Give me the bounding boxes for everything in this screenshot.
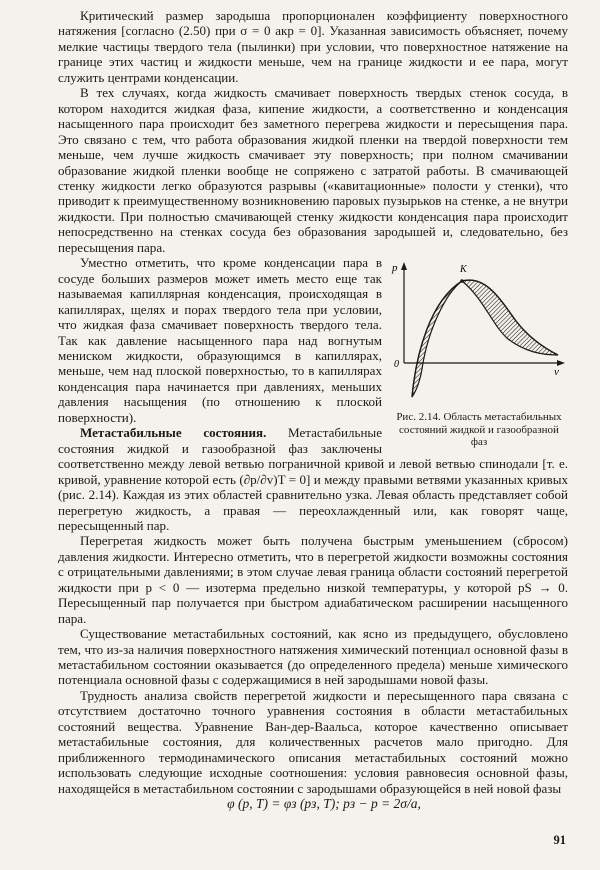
paragraph-difficulty: Трудность анализа свойств перегретой жидкости и пересыщенного пара связана с отсутствием достаточно точного уравнения состояния в области метастабильных состояний вещества. Уравнение Ван-дер-Ваальса, которое качественно описывает метастабильные состояния, для количественных расчетов мало пригодно. Для приближенного термодинамического описания метастабильных состояний можно использовать следующие исходные соотношения: условия равновесия основной фазы, находящейся в метастабильном состоянии с зародышами образующейся в ней новой фазы	[58, 687, 568, 796]
paragraph-capillary: Уместно отметить, что кроме конденсации пара в сосуде больших размеров может иметь место еще так называемая капиллярная конденсация, происходящая в капиллярах, щелях и порах твердого тела при условии, что жидкая фаза смачивает поверхность твердого тела. Так как давление насыщенного пара над вогнутым мениском жидкости, образующимся в капиллярах, меньше, чем над плоской поверхностью, то в капиллярах конденсация пара начинается при давлениях, меньших давления насыщения (по отношению к плоской поверхности).	[58, 255, 382, 425]
paragraph-wetting: В тех случаях, когда жидкость смачивает поверхность твердых стенок сосуда, в котором находится жидкая фаза, кипение жидкости, а соответственно и конденсация насыщенного пара происходит без заметного перегрева жидкости и пересыщения пара. Это связано с тем, что работа образования жидкой пленки на твердой поверхности тем меньше, чем лучше жидкость смачивает эту поверхность; при полном смачивании образование жидкой пленки вообще не сопряжено с затратой работы. В смачивающей стенку жидкости легко образуются разрывы («кавитационные» полости у стенки), что приводит к преимущественному возникновению паровых пузырьков на стенке, а не внутри жидкости. При полностью смачивающей стенку жидкости конденсация пара происходит непосредственно на стенках сосуда без образования зародышей и, следовательно, без пересыщения пара.	[58, 85, 568, 255]
equilibrium-formula: φ (p, T) = φз (pз, T); pз − p = 2σ/a,	[227, 796, 421, 812]
text-block-top	[58, 8, 568, 255]
page-body	[58, 8, 568, 812]
origin-label: 0	[394, 359, 399, 371]
paragraph-superheated: Перегретая жидкость может быть получена быстрым уменьшением (сбросом) давления жидкости. Интересно отметить, что в перегретой жидкости возможны состояния с отрицательными давлениями; в этом случае левая граница области состояний перегретой жидкости при p < 0 — изотерма предельно низкой температуры, у которой pS → 0. Пересыщенный пар получается при быстром адиабатическом расширении насыщенного пара.	[58, 533, 568, 626]
left-metastable-region	[412, 281, 462, 397]
metastable-heading: Метастабильные состояния.	[80, 425, 267, 441]
point-k-label: K	[460, 264, 467, 276]
page-number: 91	[553, 833, 566, 847]
figure-caption: Рис. 2.14. Область метастабильных состояний жидкой и газообразной фаз	[396, 411, 562, 449]
p-axis-arrow	[401, 262, 407, 270]
right-metastable-region	[462, 280, 558, 355]
paragraph-critical-size: Критический размер зародыша пропорционален коэффициенту поверхностного натяжения [согласно (2.50) при σ = 0 aкр = 0]. Указанная зависимость объясняет, почему мелкие частицы твердого тела (пылинки) при условии, что поверхностное натяжение на границе этих частиц и жидкости меньше, чем на границе жидкости и ее пара, могут служить центрами конденсации.	[58, 8, 568, 85]
paragraph-existence: Существование метастабильных состояний, как ясно из предыдущего, обусловлено тем, что из-за наличия поверхностного натяжения химический потенциал основной фазы в метастабильном состоянии оказывается (до определенного предела) меньше химического потенциала основной фазы с содержащимися в ней зародышами новой фазы.	[58, 626, 568, 688]
metastable-text: Метастабильные состояния жидкой и газообразной фаз заключены соответственно между левой ветвью пограничной кривой и левой ветвью спинодали [т. е. кривой, уравнение которой есть (∂p/∂v)T = 0] и между правыми ветвями указанных кривых (рис. 2.14). Каждая из этих областей сравнительно узка. Левая область представляет собой перегретую жидкость, а правая — переохлажденный или, как говорят чаще, пересыщенный пар.	[58, 425, 568, 533]
axis-p-label: p	[392, 262, 398, 275]
critical-point-k	[460, 279, 464, 283]
axis-v-label: v	[554, 366, 559, 379]
figure-2-14	[390, 259, 568, 449]
metastable-diagram	[390, 259, 568, 409]
